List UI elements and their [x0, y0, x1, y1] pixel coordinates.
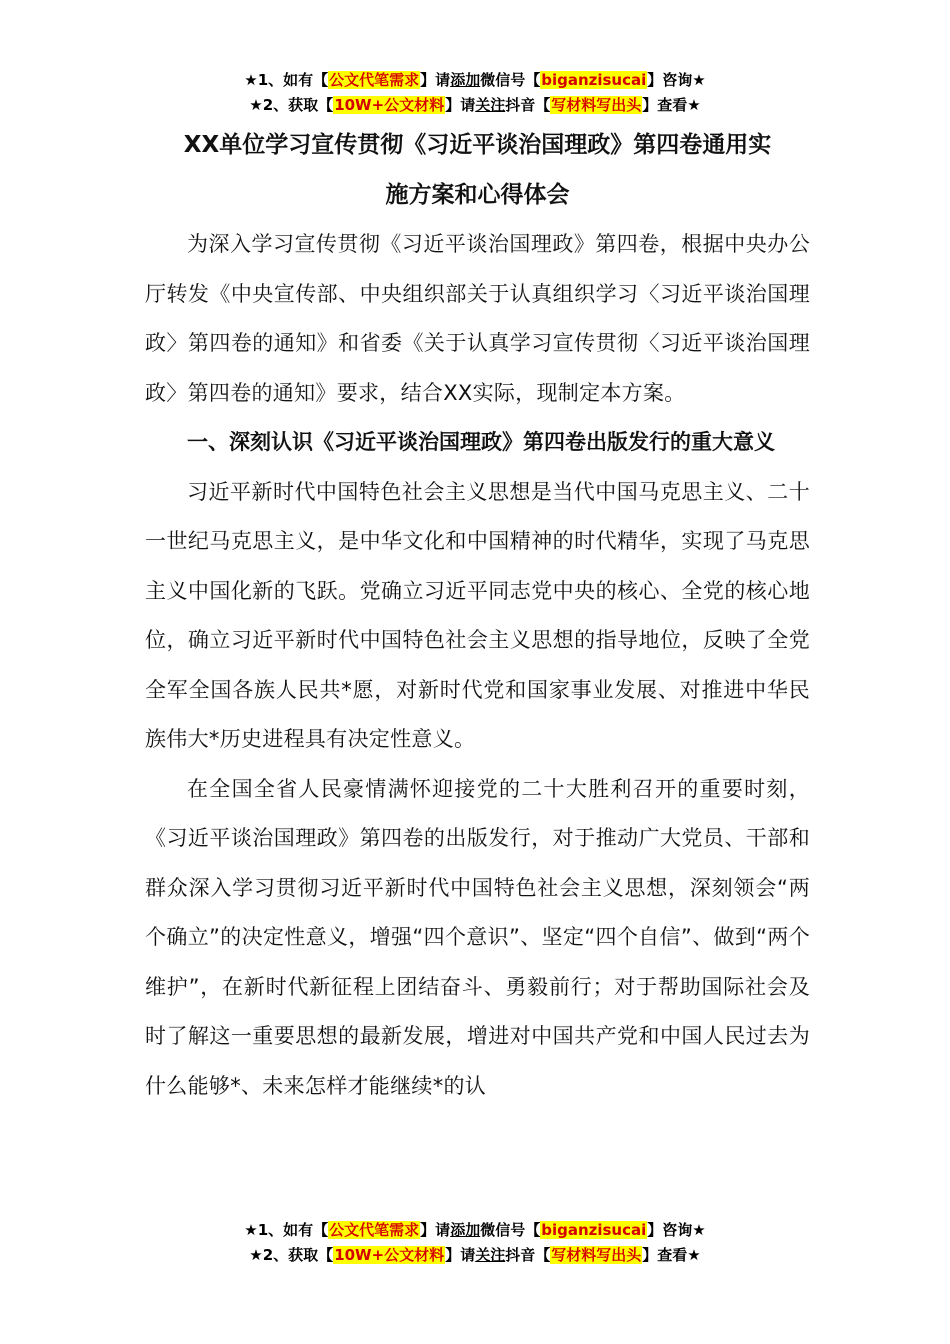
document-title-line-1: XX单位学习宣传贯彻《习近平谈治国理政》第四卷通用实 — [183, 132, 772, 158]
banner-text: 】请 — [445, 96, 476, 114]
banner-text: 抖音【 — [505, 1246, 551, 1264]
document-body — [145, 120, 810, 1111]
banner-line-1 — [0, 68, 950, 93]
banner-text: ★1、如有【 — [244, 1221, 329, 1239]
paragraph-publication: 在全国全省人民豪情满怀迎接党的二十大胜利召开的重要时刻，《习近平谈治国理政》第四卷的出版发行，对于推动广大党员、干部和群众深入学习贯彻习近平新时代中国特色社会主义思想，深刻领会“两个确立”的决定性意义，增强“四个意识”、坚定“四个自信”、做到“两个维护”，在新时代新征程上团结奋斗、勇毅前行；对于帮助国际社会及时了解这一重要思想的最新发展，增进对中国共产党和中国人民过去为什么能够*、未来怎样才能继续*的认 — [145, 776, 810, 1098]
banner-highlight: biganzisucai — [541, 1221, 647, 1239]
banner-text: 抖音【 — [505, 96, 551, 114]
banner-line-2 — [0, 93, 950, 118]
section-heading-1: 一、深刻认识《习近平谈治国理政》第四卷出版发行的重大意义 — [187, 430, 775, 454]
banner-underlined: 关注 — [475, 96, 506, 114]
banner-text: 】请 — [420, 1221, 451, 1239]
banner-line-2 — [0, 1243, 950, 1268]
banner-highlight: 写材料写出头 — [551, 1246, 642, 1264]
document-title-line-2: 施方案和心得体会 — [385, 182, 570, 208]
footer-banner — [0, 1218, 950, 1268]
banner-text: 】查看★ — [642, 1246, 701, 1264]
paragraph-intro: 为深入学习宣传贯彻《习近平谈治国理政》第四卷，根据中央办公厅转发《中央宣传部、中央组织部关于认真组织学习〈习近平谈治国理政〉第四卷的通知》和省委《关于认真学习宣传贯彻〈习近平谈治国理政〉第四卷的通知》要求，结合XX实际，现制定本方案。 — [145, 232, 810, 405]
banner-underlined: 添加 — [450, 71, 481, 89]
header-banner — [0, 68, 950, 118]
banner-text: 微信号【 — [480, 1221, 541, 1239]
banner-highlight: 10W+公文材料 — [334, 1246, 445, 1264]
banner-underlined: 关注 — [475, 1246, 506, 1264]
banner-highlight: 10W+公文材料 — [334, 96, 445, 114]
banner-underlined: 添加 — [450, 1221, 481, 1239]
banner-line-1 — [0, 1218, 950, 1243]
banner-text: 】请 — [445, 1246, 476, 1264]
banner-text: 微信号【 — [480, 71, 541, 89]
banner-highlight: 写材料写出头 — [551, 96, 642, 114]
banner-highlight: 公文代笔需求 — [329, 71, 420, 89]
banner-text: 】请 — [420, 71, 451, 89]
banner-text: ★1、如有【 — [244, 71, 329, 89]
banner-highlight: biganzisucai — [541, 71, 647, 89]
paragraph-significance: 习近平新时代中国特色社会主义思想是当代中国马克思主义、二十一世纪马克思主义，是中华文化和中国精神的时代精华，实现了马克思主义中国化新的飞跃。党确立习近平同志党中央的核心、全党的核心地位，确立习近平新时代中国特色社会主义思想的指导地位，反映了全党全军全国各族人民共*愿，对新时代党和国家事业发展、对推进中华民族伟大*历史进程具有决定性意义。 — [145, 479, 810, 751]
banner-text: 】咨询★ — [647, 71, 706, 89]
banner-text: ★2、获取【 — [249, 1246, 334, 1264]
banner-text: 】咨询★ — [647, 1221, 706, 1239]
banner-text: ★2、获取【 — [249, 96, 334, 114]
banner-text: 】查看★ — [642, 96, 701, 114]
banner-highlight: 公文代笔需求 — [329, 1221, 420, 1239]
